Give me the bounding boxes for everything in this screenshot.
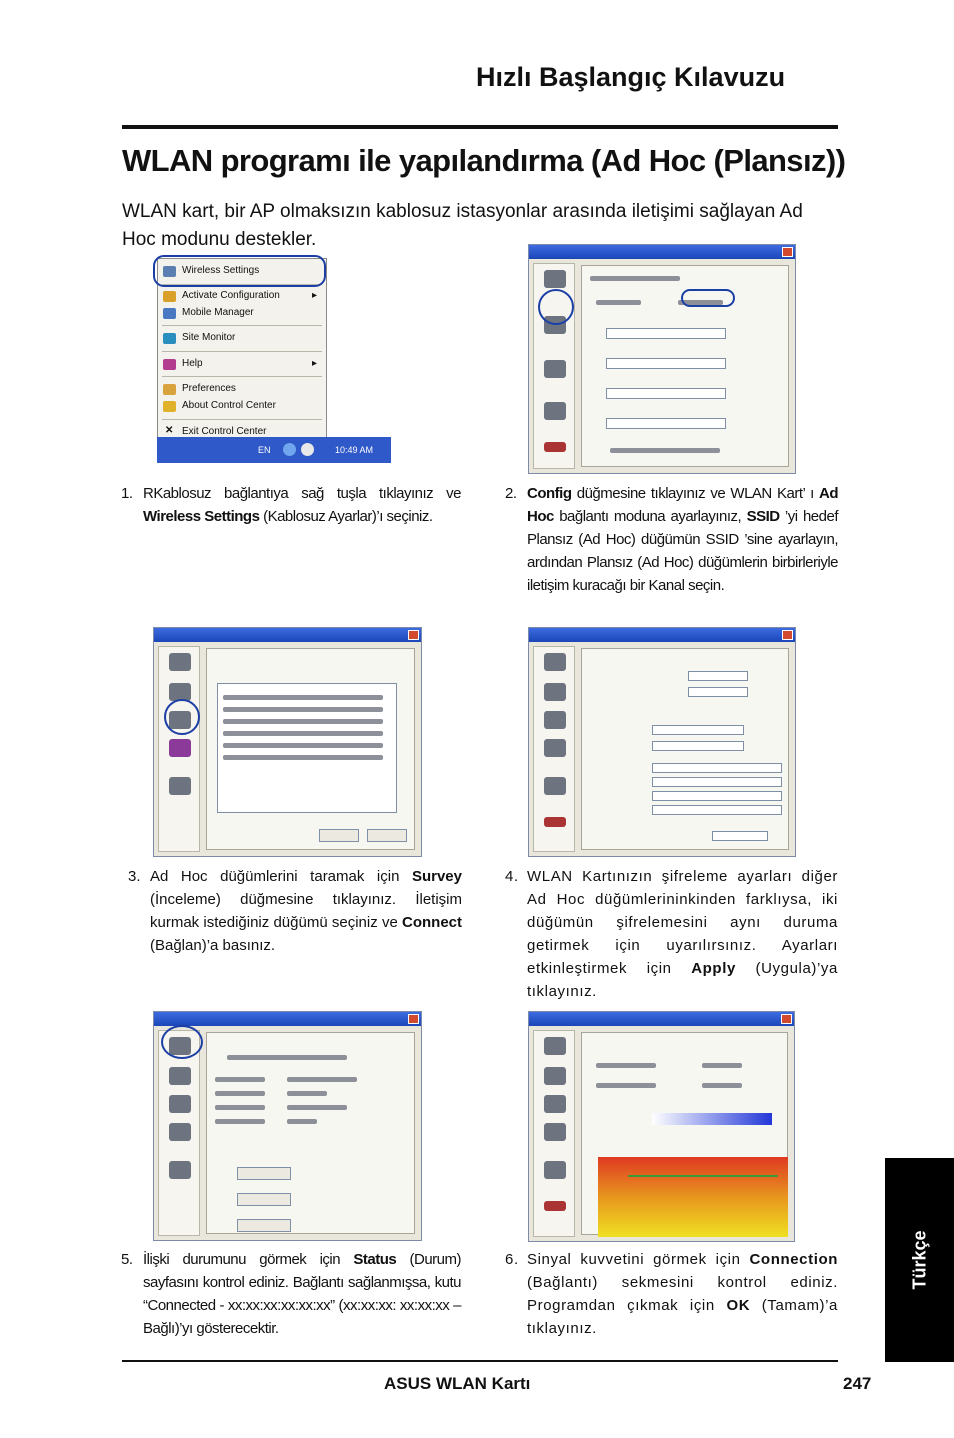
- bold-term: OK: [726, 1297, 751, 1314]
- step-2-text: [527, 485, 838, 594]
- menu-item-help: Help: [182, 358, 203, 369]
- language-side-tab: [885, 1158, 954, 1362]
- caption-text: ’yi hedef Plansız (Ad Hoc) düğümün SSID ’sine ayarlayın, ardından Plansız (Ad Hoc) düğümlerin birbirleriyle iletişim kuracağı bir Kanal seçin.: [527, 508, 838, 594]
- close-icon: ✕: [165, 425, 174, 436]
- help-icon: [163, 359, 176, 370]
- step-3-text: [150, 868, 462, 954]
- bold-term: Apply: [691, 960, 736, 977]
- tray-icon: [301, 443, 314, 456]
- submenu-arrow-icon: ▸: [312, 290, 318, 301]
- intro-paragraph: WLAN kart, bir AP olmaksızın kablosuz istasyonlar arasında iletişimi sağlayan Ad Hoc modunu destekler.: [122, 201, 803, 250]
- menu-separator: [162, 419, 322, 420]
- caption-text: İlişki durumunu görmek için: [143, 1251, 354, 1268]
- language-label: Türkçe: [909, 1230, 929, 1290]
- screenshot-connection-tab: [528, 1011, 795, 1242]
- step-1-caption: [121, 482, 461, 528]
- caption-text: (Bağlan)’a basınız.: [150, 937, 276, 954]
- bold-term: Config: [527, 485, 572, 502]
- screenshot-survey-tab: [153, 627, 422, 857]
- caption-text: Sinyal kuvvetini görmek için: [527, 1251, 750, 1268]
- menu-item-site-monitor: Site Monitor: [182, 332, 236, 343]
- caption-text: RKablosuz bağlantıya sağ tuşla tıklayınız ve: [143, 485, 461, 502]
- menu-item-preferences: Preferences: [182, 383, 236, 394]
- menu-separator: [162, 325, 322, 326]
- step-5-caption: [121, 1248, 461, 1340]
- highlight-status-button: [161, 1025, 203, 1059]
- bold-term: Survey: [411, 868, 462, 885]
- close-icon: [408, 1014, 419, 1024]
- step-5-text: [143, 1251, 461, 1337]
- caption-text: bağlantı moduna ayarlayınız,: [553, 508, 747, 525]
- menu-separator: [162, 376, 322, 377]
- caption-text: (Tamam)’a tıklayınız.: [527, 1297, 839, 1337]
- step-number: 4.: [505, 868, 519, 885]
- step-number: 5.: [121, 1251, 133, 1268]
- submenu-arrow-icon: ▸: [312, 358, 318, 369]
- bold-term: Wireless Settings: [143, 508, 260, 525]
- step-2-caption: [505, 482, 838, 597]
- footer-product: ASUS WLAN Kartı: [384, 1374, 531, 1393]
- menu-item-wireless-settings: Wireless Settings: [182, 265, 260, 276]
- highlight-config-button: [538, 289, 574, 325]
- footer-rule: [122, 1360, 838, 1362]
- step-number: 2.: [505, 485, 517, 502]
- close-icon: [782, 630, 793, 640]
- taskbar: [157, 437, 391, 463]
- step-3-caption: [128, 865, 462, 957]
- step-number: 1.: [121, 485, 133, 502]
- page-number: 247: [843, 1374, 872, 1393]
- mobile-icon: [163, 308, 176, 319]
- about-icon: [163, 401, 176, 412]
- screenshot-config-tab: [528, 244, 796, 474]
- caption-text: WLAN Kartınızın şifreleme ayarları diğer Ad Hoc düğümlerininkinden farklıysa, iki düğümün şifrelemesini aynı duruma getirmek için uyarılırsınız. Ayarları etkinleştirmek için: [527, 868, 838, 977]
- menu-item-mobile-manager: Mobile Manager: [182, 307, 254, 318]
- highlight-wireless-settings: [153, 255, 326, 287]
- caption-text: (İnceleme) düğmesine tıklayınız. İletişim kurmak istediğiniz düğümü seçiniz ve: [150, 891, 462, 931]
- bold-term: Ad Hoc: [527, 485, 838, 525]
- step-4-caption: [505, 865, 838, 1003]
- taskbar-language: EN: [258, 445, 271, 455]
- section-heading: WLAN programı ile yapılandırma (Ad Hoc (Plansız)): [122, 143, 846, 178]
- caption-text: (Kablosuz Ayarlar)’ı seçiniz.: [259, 508, 433, 525]
- menu-item-about: About Control Center: [182, 400, 276, 411]
- preferences-icon: [163, 384, 176, 395]
- taskbar-clock: 10:49 AM: [335, 445, 374, 455]
- step-4-text: [527, 868, 838, 1000]
- caption-text: (Uygula)’ya tıklayınız.: [527, 960, 838, 1000]
- menu-item-exit: Exit Control Center: [182, 426, 267, 437]
- caption-text: (Bağlantı) sekmesini kontrol ediniz. Programdan çıkmak için: [527, 1274, 838, 1314]
- bold-term: Connection: [749, 1251, 838, 1268]
- bold-term: SSID: [746, 508, 780, 525]
- step-number: 6.: [505, 1251, 519, 1268]
- header-rule: [122, 125, 838, 129]
- activate-icon: [163, 291, 176, 302]
- caption-text: düğmesine tıklayınız ve WLAN Kart’ ı: [571, 485, 819, 502]
- highlight-adhoc-option: [681, 289, 735, 307]
- monitor-icon: [163, 333, 176, 344]
- bold-term: Status: [353, 1251, 397, 1268]
- highlight-survey-button: [164, 699, 200, 735]
- step-6-caption: [505, 1248, 839, 1340]
- step-number: 3.: [128, 868, 141, 885]
- close-icon: [408, 630, 419, 640]
- step-1-text: [143, 485, 461, 525]
- step-6-text: [527, 1251, 838, 1337]
- caption-text: (Durum) sayfasını kontrol ediniz. Bağlantı sağlanmışsa, kutu “Connected - xx:xx:xx:xx:xx:xx” (xx:xx:xx: xx:xx:xx – Bağlı)’yı gösterecektir.: [143, 1251, 461, 1337]
- bold-term: Connect: [402, 914, 462, 931]
- tray-icon: [283, 443, 296, 456]
- close-icon: [781, 1014, 792, 1024]
- caption-text: Ad Hoc düğümlerini taramak için: [150, 868, 412, 885]
- page-header-title: Hızlı Başlangıç Kılavuzu: [476, 62, 786, 92]
- menu-item-activate: Activate Configuration: [182, 290, 280, 301]
- close-icon: [782, 247, 793, 257]
- menu-separator: [162, 351, 322, 352]
- screenshot-encryption-tab: [528, 627, 796, 857]
